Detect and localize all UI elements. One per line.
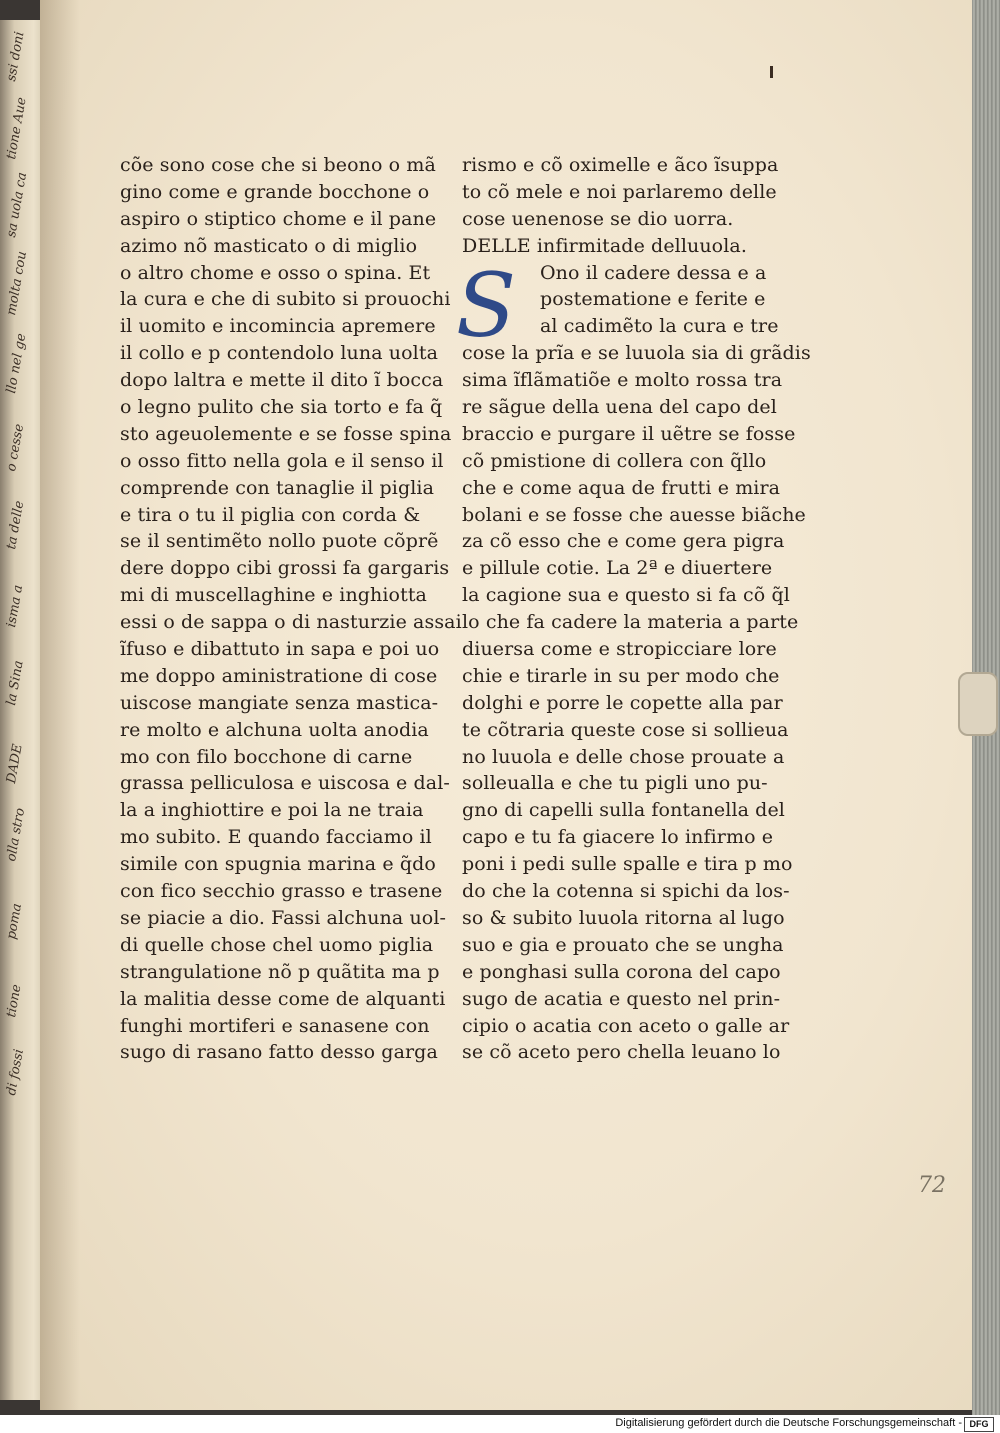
folio-number: 72 bbox=[918, 1173, 946, 1198]
text-line: so & subito luuola ritorna al lugo bbox=[462, 906, 785, 929]
text-line: la cura e che di subito si prouochi bbox=[120, 288, 451, 311]
text-line: za cõ esso che e come gera pigra bbox=[462, 530, 785, 553]
text-line: mo subito. E quando facciamo il bbox=[120, 826, 432, 849]
text-line: se cõ aceto pero chella leuano lo bbox=[462, 1041, 781, 1064]
text-line: strangulatione nõ p quãtita ma p bbox=[120, 960, 440, 983]
text-line: di quelle chose chel uomo piglia bbox=[120, 933, 434, 956]
text-line: con fico secchio grasso e trasene bbox=[120, 880, 443, 903]
facing-page-fragment: isma a bbox=[4, 583, 27, 629]
book-clasp bbox=[958, 672, 998, 736]
text-line: re molto e alchuna uolta anodia bbox=[120, 718, 429, 741]
text-line: suo e gia e prouato che se ungha bbox=[462, 933, 784, 956]
text-line: cipio o acatia con aceto o galle ar bbox=[462, 1014, 790, 1037]
text-line: rismo e cõ oximelle e ãco ĩsuppa bbox=[462, 154, 779, 176]
text-line: cose la prĩa e se luuola sia di grãdis bbox=[462, 342, 811, 365]
dfg-logo: DFG bbox=[964, 1417, 994, 1432]
text-line: e tira o tu il piglia con corda & bbox=[120, 503, 421, 526]
text-line: se il sentimẽto nollo puote cõprẽ bbox=[120, 530, 439, 553]
text-line: cose uenenose se dio uorra. bbox=[462, 207, 734, 230]
text-line: se piacie a dio. Fassi alchuna uol- bbox=[120, 906, 447, 929]
facing-page-fragment: olla stro bbox=[4, 806, 29, 863]
facing-page-fragment: ssi doni bbox=[4, 30, 28, 83]
facing-page-fragment: tione bbox=[4, 983, 25, 1019]
text-line: il collo e p contendolo luna uolta bbox=[120, 342, 439, 365]
text-line: dere doppo cibi grossi fa gargaris bbox=[120, 557, 450, 580]
text-line: che e come aqua de frutti e mira bbox=[462, 476, 781, 499]
text-line: poni i pedi sulle spalle e tira p mo bbox=[462, 853, 793, 876]
text-line: o legno pulito che sia torto e fa q̃ bbox=[120, 396, 443, 419]
text-line: chie e tirarle in su per modo che bbox=[462, 664, 780, 687]
text-line: o altro chome e osso o spina. Et bbox=[120, 261, 431, 284]
text-line: la cagione sua e questo si fa cõ q̃l bbox=[462, 584, 790, 607]
text-line: dopo laltra e mette il dito ĩ bocca bbox=[120, 369, 444, 392]
text-line: e ponghasi sulla corona del capo bbox=[462, 960, 781, 983]
text-line: comprende con tanaglie il piglia bbox=[120, 476, 435, 499]
text-line: sto ageuolemente e se fosse spina bbox=[120, 422, 452, 445]
text-line: cõ pmistione di collera con q̃llo bbox=[462, 449, 767, 472]
text-line: il uomito e incomincia apremere bbox=[120, 315, 436, 338]
text-line: Ono il cadere dessa e a bbox=[540, 261, 767, 284]
text-line: dolghi e porre le copette alla par bbox=[462, 691, 783, 714]
facing-page-fragment: la Sina bbox=[4, 659, 27, 707]
text-line: o osso fitto nella gola e il senso il bbox=[120, 449, 444, 472]
decorated-initial: S bbox=[455, 254, 517, 357]
text-line: do che la cotenna si spichi da los- bbox=[462, 880, 790, 903]
text-line: braccio e purgare il uẽtre se fosse bbox=[462, 422, 796, 445]
text-line: sima ĩflãmatiõe e molto rossa tra bbox=[462, 369, 783, 392]
text-line: simile con spugnia marina e q̃do bbox=[120, 853, 436, 876]
text-line: cõe sono cose che si beono o mã bbox=[120, 154, 436, 176]
text-line: re sãgue della uena del capo del bbox=[462, 396, 777, 419]
text-column-right bbox=[462, 152, 811, 1066]
text-line: aspiro o stiptico chome e il pane bbox=[120, 207, 437, 230]
gutter-shadow bbox=[40, 0, 80, 1410]
facing-page-fragment: tione Aue bbox=[4, 96, 30, 161]
facing-page-fragment: poma bbox=[4, 902, 26, 941]
text-line: sugo de acatia e questo nel prin- bbox=[462, 987, 781, 1010]
text-line: bolani e se fosse che auesse biãche bbox=[462, 503, 806, 526]
facing-page-fragment: sa uola ca bbox=[4, 171, 31, 239]
text-line: sugo di rasano fatto desso garga bbox=[120, 1041, 438, 1064]
text-line: e pillule cotie. La 2ª e diuertere bbox=[462, 557, 773, 580]
footer-credit: Digitalisierung gefördert durch die Deutsche Forschungsgemeinschaft - bbox=[615, 1417, 962, 1429]
facing-page-fragment: DADE bbox=[4, 742, 26, 785]
footer-bar bbox=[0, 1415, 1000, 1433]
text-line: gno di capelli sulla fontanella del bbox=[462, 799, 785, 822]
text-line: uiscose mangiate senza mastica- bbox=[120, 691, 439, 714]
facing-page-fragment: molta cou bbox=[4, 250, 31, 317]
text-line: funghi mortiferi e sanasene con bbox=[120, 1014, 430, 1037]
text-line: postematione e ferite e bbox=[540, 288, 766, 311]
text-line: gino come e grande bocchone o bbox=[120, 180, 430, 203]
text-line: diuersa come e stropicciare lore bbox=[462, 638, 777, 661]
text-line: to cõ mele e noi parlaremo delle bbox=[462, 180, 777, 203]
ink-mark bbox=[770, 66, 773, 78]
text-line: solleualla e che tu pigli uno pu- bbox=[462, 772, 768, 795]
text-line: essi o de sappa o di nasturzie assai bbox=[120, 611, 462, 634]
text-line: no luuola e delle chose prouate a bbox=[462, 745, 785, 768]
text-line: mo con filo bocchone di carne bbox=[120, 745, 413, 768]
text-line: capo e tu fa giacere lo infirmo e bbox=[462, 826, 774, 849]
text-line: al cadimẽto la cura e tre bbox=[540, 315, 779, 338]
text-line: DELLE infirmitade delluuola. bbox=[462, 234, 747, 257]
text-line: la malitia desse come de alquanti bbox=[120, 987, 446, 1010]
facing-page-fragment: llo nel ge bbox=[4, 332, 30, 395]
text-line: me doppo aministratione di cose bbox=[120, 664, 438, 687]
facing-page-fragment: o cesse bbox=[4, 422, 28, 473]
text-line: la a inghiottire e poi la ne traia bbox=[120, 799, 424, 822]
text-line: azimo nõ masticato o di miglio bbox=[120, 234, 418, 257]
facing-page-fragment: di fossi bbox=[4, 1047, 27, 1097]
text-line: te cõtraria queste cose si sollieua bbox=[462, 718, 789, 741]
text-line: mi di muscellaghine e inghiotta bbox=[120, 584, 427, 607]
text-line: ĩfuso e dibattuto in sapa e poi uo bbox=[120, 638, 440, 661]
text-column-left bbox=[120, 152, 462, 1066]
text-line: lo che fa cadere la materia a parte bbox=[462, 611, 799, 634]
facing-page-fragment: ta delle bbox=[4, 499, 28, 551]
text-line: grassa pelliculosa e uiscosa e dal- bbox=[120, 772, 450, 795]
